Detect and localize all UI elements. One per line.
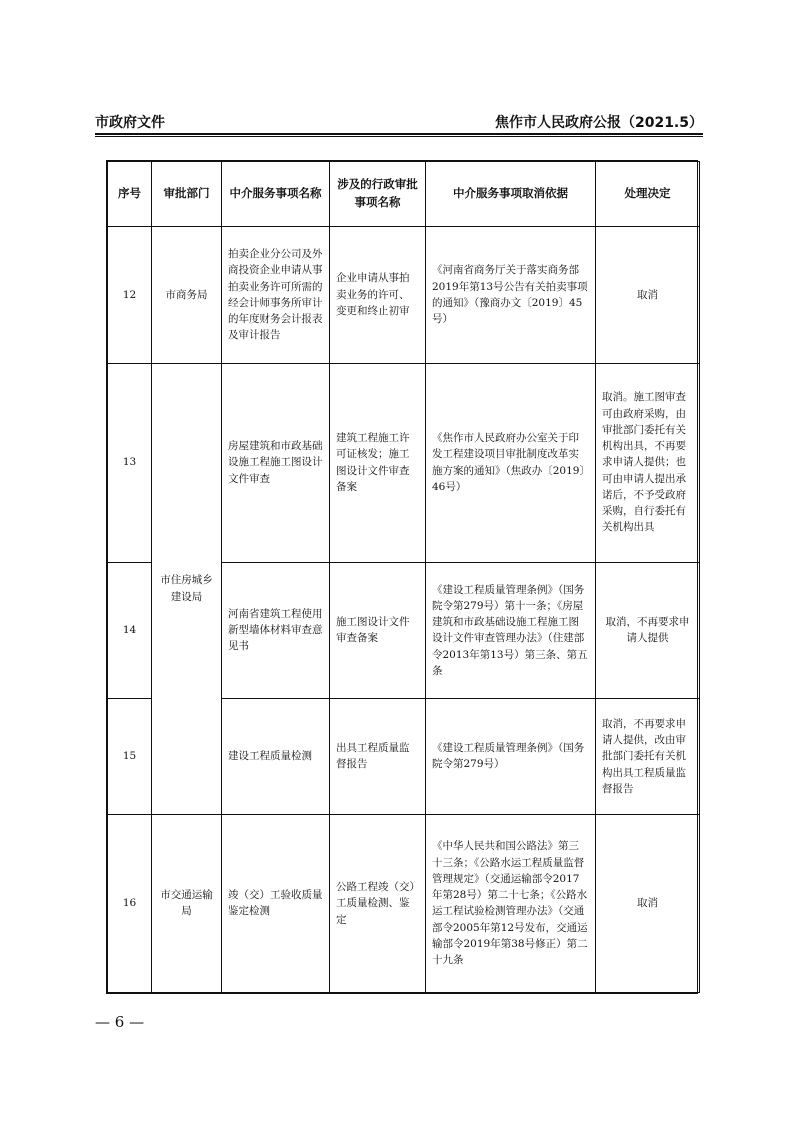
table-row bbox=[108, 227, 700, 364]
cell-basis: 《河南省商务厅关于落实商务部2019年第13号公告有关拍卖事项的通知》（豫商办文〔2019〕45号） bbox=[426, 227, 596, 364]
header-right-title: 焦作市人民政府公报（2021.5） bbox=[494, 115, 703, 131]
cell-dept: 市商务局 bbox=[152, 227, 222, 364]
cell-decision: 取消，不再要求申请人提供，改由审批部门委托有关机构出具工程质量监督报告 bbox=[596, 699, 700, 815]
col-header-service: 中介服务事项名称 bbox=[222, 162, 330, 227]
cell-basis: 《建设工程质量管理条例》（国务院令第279号） bbox=[426, 699, 596, 815]
cell-service: 建设工程质量检测 bbox=[222, 699, 330, 815]
header-rule-thin bbox=[95, 136, 703, 137]
table-header-row bbox=[108, 162, 700, 227]
table-row bbox=[108, 814, 700, 992]
cancellation-table bbox=[106, 160, 698, 994]
cell-decision: 取消 bbox=[596, 227, 700, 364]
cell-service: 拍卖企业分公司及外商投资企业申请从事拍卖业务许可所需的经会计师事务所审计的年度财务会计报表及审计报告 bbox=[222, 227, 330, 364]
cell-no: 14 bbox=[108, 562, 152, 699]
page-header bbox=[95, 108, 703, 132]
table-row bbox=[108, 363, 700, 562]
header-left-title: 市政府文件 bbox=[95, 115, 165, 131]
cell-approval: 公路工程竣（交）工质量检测、鉴定 bbox=[330, 814, 426, 992]
cell-approval: 施工图设计文件审查备案 bbox=[330, 562, 426, 699]
cell-basis: 《中华人民共和国公路法》第三十三条；《公路水运工程质量监督管理规定》（交通运输部令2017年第28号）第二十七条；《公路水运工程试验检测管理办法》（交通部令2005年第12号发布，交通运输部令2019年第38号修正）第二十九条 bbox=[426, 814, 596, 992]
cell-service: 河南省建筑工程使用新型墙体材料审查意见书 bbox=[222, 562, 330, 699]
cell-service: 房屋建筑和市政基础设施工程施工图设计文件审查 bbox=[222, 363, 330, 562]
cell-approval: 建筑工程施工许可证核发；施工图设计文件审查备案 bbox=[330, 363, 426, 562]
cell-decision: 取消，不再要求申请人提供 bbox=[596, 562, 700, 699]
col-header-dept: 审批部门 bbox=[152, 162, 222, 227]
header-rule-thick bbox=[95, 133, 703, 135]
cell-no: 16 bbox=[108, 814, 152, 992]
cell-no: 15 bbox=[108, 699, 152, 815]
cell-basis: 《建设工程质量管理条例》（国务院令第279号）第十一条；《房屋建筑和市政基础设施工程施工图设计文件审查管理办法》（住建部令2013年第13号）第三条、第五条 bbox=[426, 562, 596, 699]
cell-no: 13 bbox=[108, 363, 152, 562]
cell-approval: 企业申请从事拍卖业务的许可、变更和终止初审 bbox=[330, 227, 426, 364]
col-header-basis: 中介服务事项取消依据 bbox=[426, 162, 596, 227]
cell-dept-merged: 市住房城乡建设局 bbox=[152, 363, 222, 814]
col-header-decision: 处理决定 bbox=[596, 162, 700, 227]
cell-dept: 市交通运输局 bbox=[152, 814, 222, 992]
table bbox=[107, 161, 700, 993]
col-header-approval: 涉及的行政审批事项名称 bbox=[330, 162, 426, 227]
cell-no: 12 bbox=[108, 227, 152, 364]
page-number: — 6 — bbox=[95, 1013, 145, 1031]
cell-decision: 取消 bbox=[596, 814, 700, 992]
cell-service: 竣（交）工验收质量鉴定检测 bbox=[222, 814, 330, 992]
cell-basis: 《焦作市人民政府办公室关于印发工程建设项目审批制度改革实施方案的通知》（焦政办〔2019〕46号） bbox=[426, 363, 596, 562]
cell-decision: 取消。施工图审查可由政府采购，由审批部门委托有关机构出具，不再要求申请人提供；也可由申请人提出承诺后，不予受政府采购，自行委托有关机构出具 bbox=[596, 363, 700, 562]
cell-approval: 出具工程质量监督报告 bbox=[330, 699, 426, 815]
col-header-no: 序号 bbox=[108, 162, 152, 227]
